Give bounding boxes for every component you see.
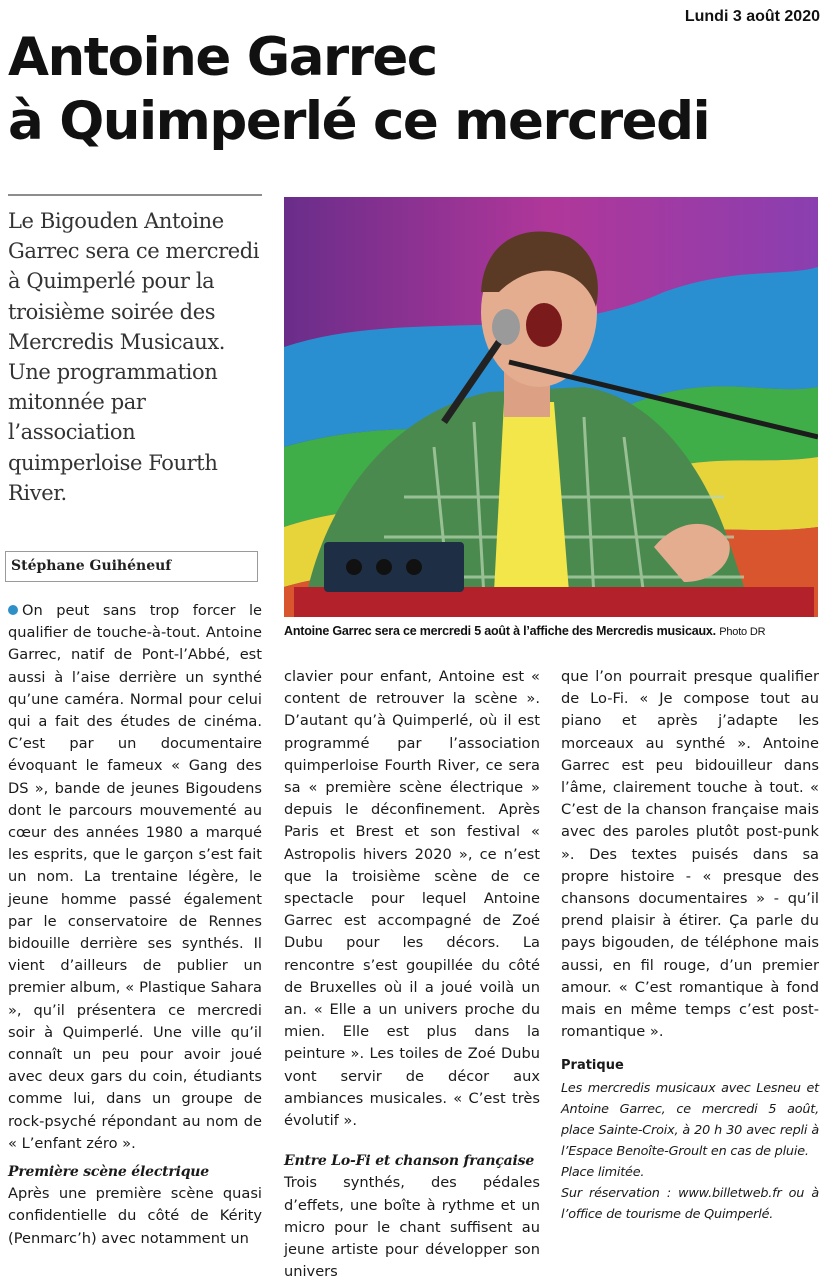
author-name: Stéphane Guihéneuf — [11, 558, 172, 574]
paragraph — [8, 600, 262, 1155]
photo-caption — [284, 624, 824, 638]
subheading: Première scène électrique — [8, 1164, 209, 1181]
headline-line-2: à Quimperlé ce mercredi — [8, 91, 710, 152]
paragraph: que l’on pourrait presque qualifier de Lo-Fi. « Je compose tout au piano et après j’adapte les morceaux au synthé ». Antoine Garrec est peu bidouilleur dans l’âme, clairement touche à tout. « C’est de la chanson française mais avec des paroles plutôt post-punk ». Des textes puisés dans sa propre histoire - « presque des chansons documentaires » - qu’il prend plaisir à étirer. Ça parle du pays bigouden, de téléphone mais aussi, en fil rouge, d’un premier amour. « C’est romantique à fond mais en même temps c’est post-romantique ». — [561, 668, 819, 1041]
musician-photo-illustration — [284, 197, 818, 617]
caption-text: Antoine Garrec sera ce mercredi 5 août à l’affiche des Mercredis musicaux. — [284, 624, 716, 638]
paragraph-text: On peut sans trop forcer le qualifier de touche-à-tout. Antoine Garrec, natif de Pont-l’Abbé, est aussi à l’aise derrière un synthé qu’une caméra. Normal pour celui qui a fait des études de cinéma. C’est par un documentaire évoquant le fameux « Gang des DS », bande de jeunes Bigoudens dont le parcours mouvementé au cœur des années 1980 a marqué les esprits, que le garçon s’est fait un nom. La trentaine légère, le jeune homme passé également par le conservatoire de Rennes bidouille derrière ses synthés. Il vient d’ailleurs de publier un premier album, « Plastique Sahara », qu’il présentera ce mercredi soir à Quimperlé. Une ville qu’il connaît un peu pour avoir joué avec deux gars du coin, étudiants comme lui, dans un groupe de rock-psyché répondant au nom de « L’enfant zéro ». — [8, 602, 262, 1152]
practical-info-event: Les mercredis musicaux avec Lesneu et Antoine Garrec, ce mercredi 5 août, place Sainte-Croix, à 20 h 30 avec repli à l’Espace Benoîte-Groult en cas de pluie. — [561, 1080, 819, 1159]
subheading: Entre Lo-Fi et chanson française — [284, 1153, 535, 1170]
divider — [8, 194, 262, 196]
paragraph: Après une première scène quasi confidentielle du côté de Kérity (Penmarc’h) avec notamment un — [8, 1185, 262, 1247]
practical-info-booking: Sur réservation : www.billetweb.fr ou à l’office de tourisme de Quimperlé. — [561, 1185, 819, 1222]
byline-box — [5, 551, 258, 582]
publication-date: Lundi 3 août 2020 — [684, 8, 820, 25]
article-column-1 — [8, 600, 262, 1250]
article-column-2 — [284, 666, 540, 1283]
practical-info-capacity: Place limitée. — [561, 1164, 645, 1180]
paragraph: Trois synthés, des pédales d’effets, une boîte à rythme et un micro pour le chant suffisent au jeune artiste pour développer son univers — [284, 1174, 540, 1281]
lead-paragraph: Le Bigouden Antoine Garrec sera ce mercredi à Quimperlé pour la troisième soirée des Mercredis Musicaux. Une programmation mitonnée par l’association quimperloise Fourth River. — [8, 209, 260, 505]
paragraph: clavier pour enfant, Antoine est « content de retrouver la scène ». D’autant qu’à Quimperlé, où il est programmé par l’association quimperloise Fourth River, ce sera sa « première scène électrique » depuis le déconfinement. Après Paris et Brest et son festival « Astropolis hivers 2020 », ce n’est que la troisième scène de ce spectacle pour lequel Antoine Garrec est accompagné de Zoé Dubu pour les décors. La rencontre s’est goupillée du côté de Bruxelles où il a joué voilà un an. « Elle a un univers proche du mien. Elle est plus dans la peinture ». Les toiles de Zoé Dubu vont servir de décor aux ambiances musicales. « C’est très évolutif ». — [284, 668, 540, 1130]
photo-credit: Photo DR — [719, 626, 766, 638]
paragraph-bullet-icon — [8, 605, 18, 615]
article-photo — [284, 197, 818, 617]
headline-line-1: Antoine Garrec — [8, 27, 437, 88]
article-column-3 — [561, 666, 819, 1225]
headline — [8, 26, 798, 154]
practical-info-title: Pratique — [561, 1058, 624, 1074]
